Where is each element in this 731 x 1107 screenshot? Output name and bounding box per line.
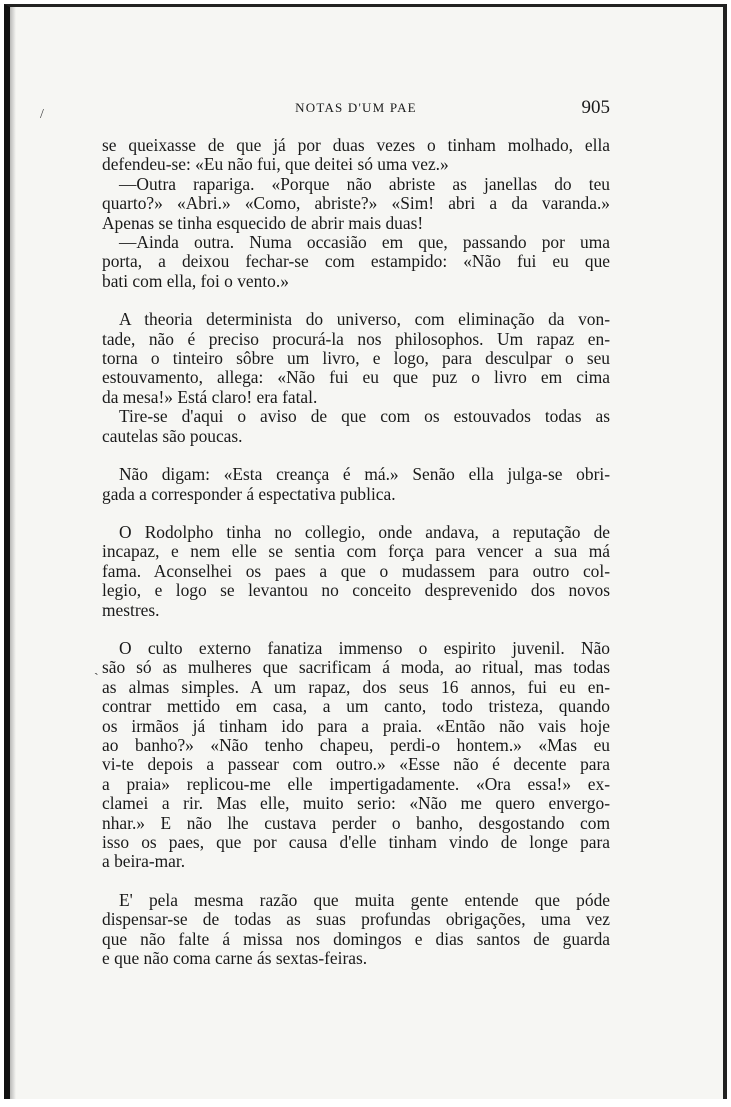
page-number: 905 [581,97,610,118]
text-line: incapaz, e nem elle se sentia com força para vencer a sua má [102,541,610,562]
text-line: tade, não é preciso procurá-la nos philosophos. Um rapaz en- [102,328,610,349]
text-line: Não digam: «Esta creança é má.» Senão ella julga-se obri- [119,464,610,485]
page-body [102,136,610,968]
running-head: NOTAS D'UM PAE [295,100,417,115]
margin-tick-mark: ˎ [94,661,99,676]
text-line: torna o tinteiro sôbre um livro, e logo, para desculpar o seu [102,348,610,369]
text-line: E' pela mesma razão que muita gente entende que póde [119,889,610,910]
text-line: Tire-se d'aqui o aviso de que com os estouvados todas as [119,406,610,427]
text-line: contrar mettido em casa, a um canto, todo tristeza, quando [102,696,610,717]
text-line: O Rodolpho tinha no collegio, onde andava, a reputação de [119,521,610,542]
text-line: são só as mulheres que sacrificam á moda, ao ritual, mas todas [102,657,610,678]
text-line: a beira-mar. [102,851,186,872]
text-line: Apenas se tinha esquecido de abrir mais duas! [102,212,424,233]
text-line: porta, a deixou fechar-se com estampido: «Não fui eu que [102,251,610,272]
section-gap [102,872,610,891]
text-line: as almas simples. A um rapaz, dos seus 16 annos, fui eu en- [102,676,610,697]
text-line: mestres. [102,599,160,620]
paragraph [102,891,610,969]
text-line: legio, e logo se levantou no conceito desprevenido dos novos [102,580,610,601]
text-line: —Outra rapariga. «Porque não abriste as janellas do teu [119,173,610,194]
text-line: se queixasse de que já por duas vezes o tinham molhado, ella [102,135,610,155]
paragraph [102,310,610,407]
text-line: que não falte á missa nos domingos e dias santos de guarda [102,928,610,949]
text-line: bati com ella, foi o vento.» [102,270,289,291]
text-line: nhar.» E não lhe custava perder o banho, desgostando com [102,812,610,833]
page-edge-shadow [10,7,16,1099]
paragraph [102,465,610,504]
text-line: estouvamento, allega: «Não fui eu que puz o livro em cima [102,367,610,388]
paragraph [102,175,610,233]
section-gap [102,291,610,310]
text-line: —Ainda outra. Numa occasião em que, passando por uma [119,232,610,253]
text-line: gada a corresponder á espectativa publica. [102,483,396,504]
section-gap [102,446,610,465]
text-line: cautelas são poucas. [102,425,243,446]
text-line: clamei a rir. Mas elle, muito serio: «Não me quero envergo- [102,793,610,814]
text-line: e que não coma carne ás sextas-feiras. [102,948,368,969]
text-line: ao banho?» «Não tenho chapeu, perdi-o hontem.» «Mas eu [102,734,610,755]
text-line: A theoria determinista do universo, com eliminação da von- [119,309,610,330]
page-header [102,97,610,121]
text-line: os irmãos já tinham ido para a praia. «Então não vais hoje [102,715,610,736]
text-line: a praia» replicou-me elle impertigadamente. «Ora essa!» ex- [102,773,610,794]
paragraph [102,639,610,872]
text-line: quarto?» «Abri.» «Como, abriste?» «Sim! abri a da varanda.» [102,193,610,214]
margin-tick-mark: / [40,107,44,122]
book-page [4,4,727,1099]
paragraph [102,523,610,620]
text-line: da mesa!» Está claro! era fatal. [102,386,318,407]
section-gap [102,620,610,639]
paragraph [102,233,610,291]
text-line: vi-te depois a passear com outro.» «Esse não é decente para [102,754,610,775]
section-gap [102,504,610,523]
paragraph [102,136,610,175]
text-line: defendeu-se: «Eu não fui, que deitei só uma vez.» [102,154,449,175]
paragraph [102,407,610,446]
text-line: dispensar-se de todas as suas profundas obrigações, uma vez [102,909,610,930]
text-line: fama. Aconselhei os paes a que o mudassem para outro col- [102,560,610,581]
text-line: isso os paes, que por causa d'elle tinham vindo de longe para [102,832,610,852]
text-line: O culto externo fanatiza immenso o espirito juvenil. Não [119,637,610,658]
